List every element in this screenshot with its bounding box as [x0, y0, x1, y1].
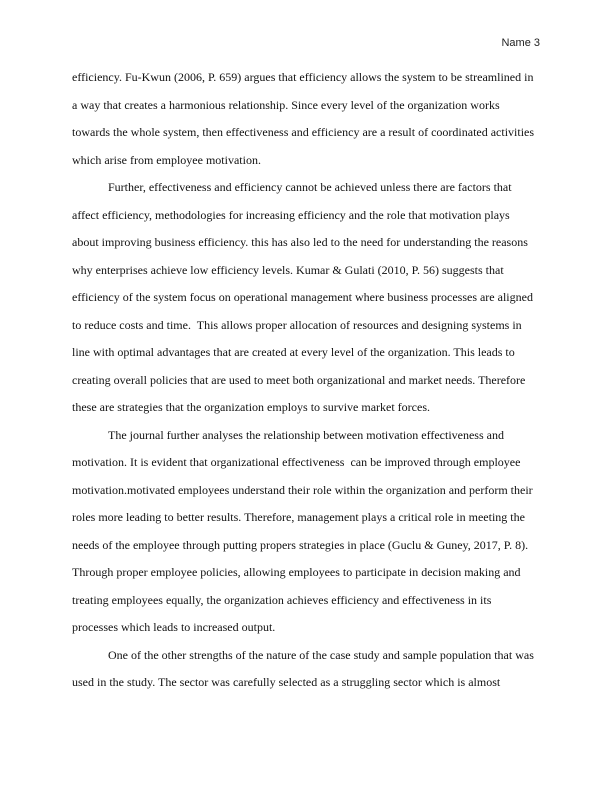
text-line: which arise from employee motivation. [72, 152, 261, 167]
text-line: affect efficiency, methodologies for increasing efficiency and the role that motivation plays [72, 207, 510, 222]
text-line: a way that creates a harmonious relationship. Since every level of the organization works [72, 97, 500, 112]
text-line: motivation. It is evident that organizational effectiveness can be improved through employee [72, 455, 521, 469]
text-line: these are strategies that the organization employs to survive market forces. [72, 400, 430, 414]
page-header: Name 3 [501, 37, 540, 49]
text-line: used in the study. The sector was carefully selected as a struggling sector which is almost [72, 675, 501, 689]
text-line: creating overall policies that are used to meet both organizational and market needs. Therefore [72, 372, 526, 387]
text-line: efficiency. Fu-Kwun (2006, P. 659) argues that efficiency allows the system to be streamlined in [72, 70, 534, 84]
text-line: Through proper employee policies, allowing employees to participate in decision making and [72, 565, 521, 579]
text-line: roles more leading to better results. Therefore, management plays a critical role in meeting the [72, 510, 525, 524]
text-line: processes which leads to increased output. [72, 620, 276, 634]
paragraph [72, 647, 542, 702]
text-line: why enterprises achieve low efficiency levels. Kumar & Gulati (2010, P. 56) suggests that [72, 262, 504, 277]
text-line: to reduce costs and time. This allows proper allocation of resources and designing systems in [72, 317, 522, 332]
text-line: One of the other strengths of the nature of the case study and sample population that was [108, 647, 534, 662]
text-line: The journal further analyses the relationship between motivation effectiveness and [108, 427, 504, 442]
text-line: towards the whole system, then effectiveness and efficiency are a result of coordinated activities [72, 125, 535, 139]
text-line: Further, effectiveness and efficiency cannot be achieved unless there are factors that [108, 180, 512, 194]
text-line: efficiency of the system focus on operational management where business processes are aligned [72, 290, 533, 304]
text-line: motivation.motivated employees understand their role within the organization and perform their [72, 482, 533, 497]
paragraph [72, 427, 542, 647]
text-line: treating employees equally, the organization achieves efficiency and effectiveness in its [72, 592, 492, 607]
paragraph [72, 69, 542, 179]
text-line: about improving business efficiency. this has also led to the need for understanding the reasons [72, 235, 528, 249]
document-body [72, 69, 542, 702]
text-line: needs of the employee through putting propers strategies in place (Guclu & Guney, 2017, P. 8). [72, 537, 529, 552]
paragraph [72, 179, 542, 427]
text-line: line with optimal advantages that are created at every level of the organization. This leads to [72, 345, 515, 359]
